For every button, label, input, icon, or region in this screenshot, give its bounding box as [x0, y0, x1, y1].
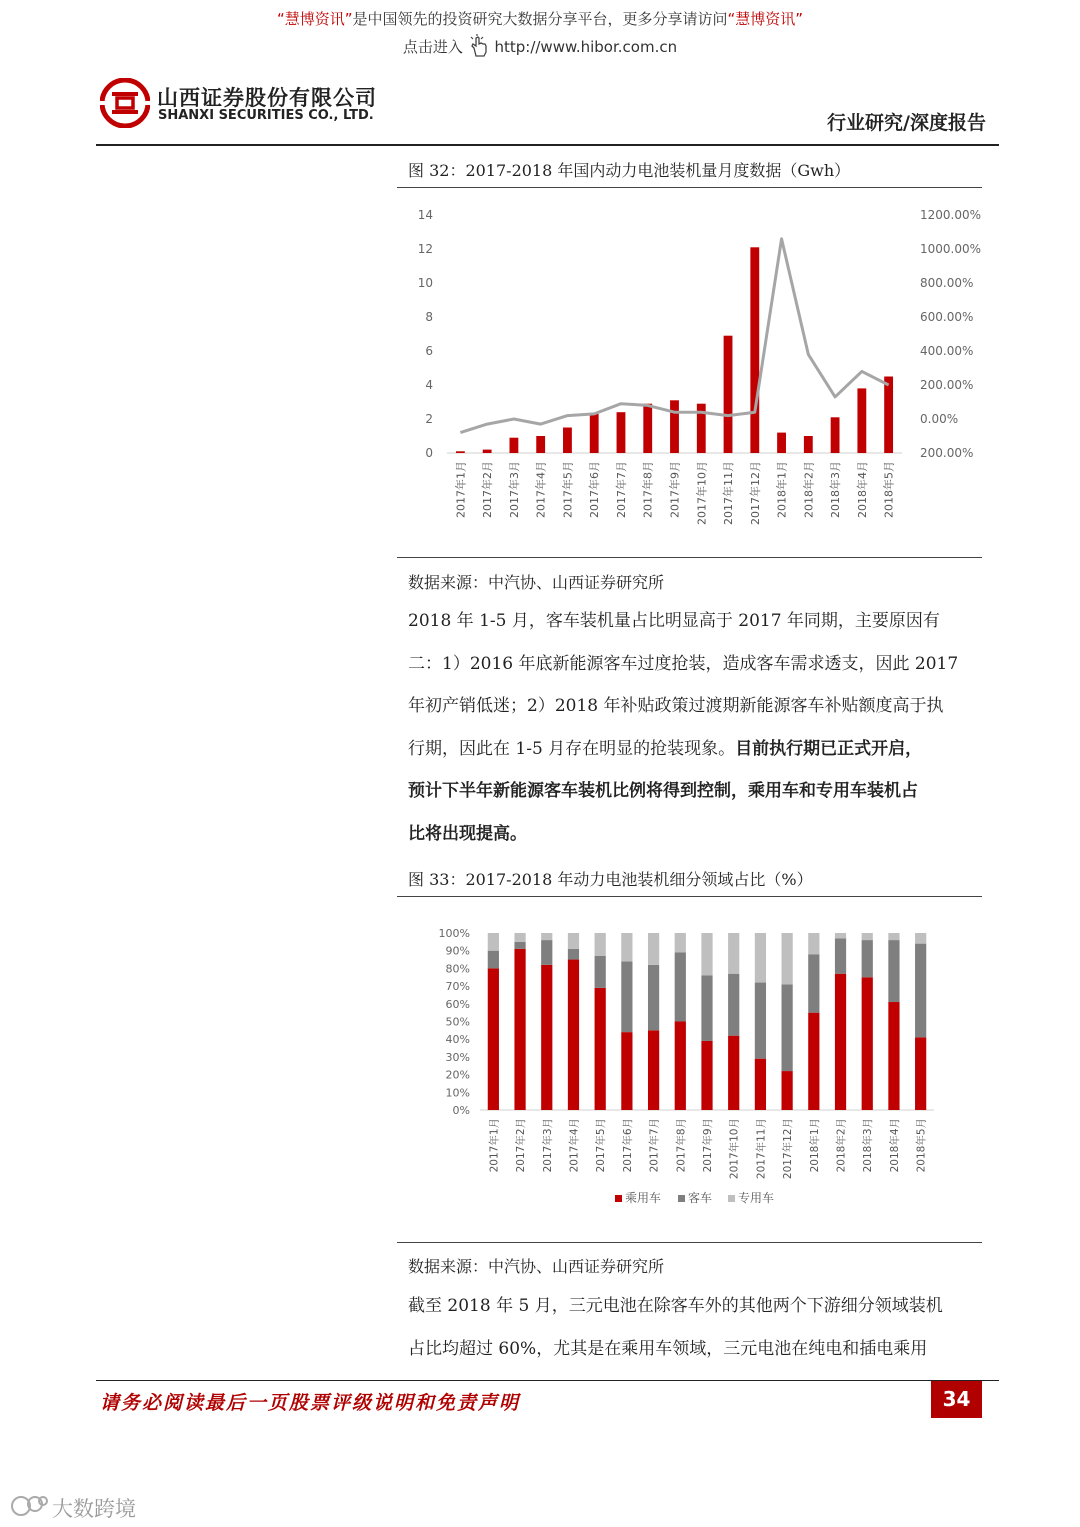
- x-axis-tick-label: 2018年5月: [882, 461, 896, 518]
- bar: [643, 404, 652, 453]
- x-axis-tick-label: 2017年7月: [648, 1118, 661, 1173]
- x-axis-tick-label: 2018年3月: [862, 1118, 875, 1173]
- y-axis-tick-label: 70%: [445, 980, 470, 994]
- page-number: 34: [931, 1381, 982, 1418]
- y-axis-tick-label: 50%: [445, 1015, 470, 1029]
- report-type: 行业研究/深度报告: [827, 112, 986, 134]
- left-axis-tick-label: 6: [425, 344, 433, 358]
- fig32-caption: 图 32：2017-2018 年国内动力电池装机量月度数据（Gwh）: [408, 161, 851, 180]
- right-axis-tick-label: 600.00%: [920, 310, 974, 324]
- right-axis-tick-label: 200.00%: [920, 378, 974, 392]
- y-axis-tick-label: 80%: [445, 962, 470, 976]
- x-axis-tick-label: 2017年1月: [454, 461, 468, 518]
- stacked-bar-segment: [488, 951, 499, 969]
- x-axis-tick-label: 2018年5月: [915, 1118, 928, 1173]
- stacked-bar-segment: [568, 933, 579, 949]
- watermark-text: 大数跨境: [52, 1497, 136, 1521]
- stacked-bar-segment: [701, 975, 712, 1040]
- stacked-bar-segment: [595, 933, 606, 956]
- stacked-bar-segment: [514, 942, 525, 949]
- stacked-bar-segment: [915, 1037, 926, 1110]
- stacked-bar-segment: [568, 960, 579, 1110]
- x-axis-tick-label: 2017年2月: [481, 461, 495, 518]
- fig32-top-rule: [397, 187, 982, 188]
- top-banner-line1: [0, 8, 1080, 29]
- x-axis-tick-label: 2017年2月: [515, 1118, 528, 1173]
- right-axis-tick-label: 200.00%: [920, 446, 974, 460]
- x-axis-tick-label: 2018年1月: [775, 461, 789, 518]
- company-name-cn: 山西证券股份有限公司: [157, 86, 377, 110]
- paragraph-1-line: 2018 年 1-5 月，客车装机量占比明显高于 2017 年同期，主要原因有: [408, 611, 940, 631]
- legend-label: 客车: [688, 1191, 713, 1205]
- legend-label: 乘用车: [625, 1191, 662, 1205]
- right-axis-tick-label: 0.00%: [920, 412, 959, 426]
- left-axis-tick-label: 10: [417, 276, 433, 290]
- stacked-bar-segment: [621, 1032, 632, 1110]
- stacked-bar-segment: [888, 1002, 899, 1110]
- stacked-bar-segment: [568, 949, 579, 960]
- x-axis-tick-label: 2017年1月: [488, 1118, 501, 1173]
- stacked-bar-segment: [648, 933, 659, 965]
- stacked-bar-segment: [782, 1071, 793, 1110]
- stacked-bar-segment: [835, 974, 846, 1110]
- y-axis-tick-label: 0%: [452, 1104, 470, 1117]
- right-axis-tick-label: 1000.00%: [920, 242, 982, 256]
- y-axis-tick-label: 90%: [445, 944, 470, 958]
- y-axis-tick-label: 30%: [445, 1050, 470, 1064]
- left-axis-tick-label: 12: [417, 242, 433, 256]
- fig33-top-rule: [397, 896, 982, 897]
- watermark-logo-icon: [10, 1492, 50, 1518]
- bar: [884, 377, 893, 454]
- x-axis-tick-label: 2018年2月: [802, 461, 816, 518]
- bar: [831, 417, 840, 453]
- left-axis-tick-label: 0: [425, 446, 433, 460]
- x-axis-tick-label: 2018年2月: [835, 1118, 848, 1173]
- stacked-bar-segment: [728, 974, 739, 1036]
- x-axis-tick-label: 2017年3月: [507, 461, 521, 518]
- bar: [777, 433, 786, 453]
- stacked-bar-segment: [835, 933, 846, 938]
- paragraph-1-line: [408, 770, 984, 813]
- stacked-bar-segment: [915, 944, 926, 1038]
- right-axis-tick-label: 800.00%: [920, 276, 974, 290]
- left-axis-tick-label: 8: [425, 310, 433, 324]
- stacked-bar-segment: [488, 968, 499, 1110]
- paragraph-1-line: [408, 728, 984, 771]
- y-axis-tick-label: 20%: [445, 1068, 470, 1082]
- stacked-bar-segment: [701, 933, 712, 975]
- bar: [509, 438, 518, 453]
- banner-enter-text: 点击进入: [402, 38, 463, 56]
- y-axis-tick-label: 10%: [445, 1086, 470, 1100]
- stacked-bar-segment: [728, 933, 739, 974]
- banner-brand-2[interactable]: “慧博资讯”: [727, 10, 804, 28]
- top-banner-line2: [0, 34, 1080, 58]
- banner-text: 是中国领先的投资研究大数据分享平台，更多分享请访问: [352, 10, 728, 28]
- banner-brand[interactable]: “慧博资讯”: [276, 10, 353, 28]
- stacked-bar-segment: [755, 983, 766, 1059]
- paragraph-2: [408, 1285, 984, 1370]
- stacked-bar-segment: [621, 961, 632, 1032]
- stacked-bar-segment: [701, 1041, 712, 1110]
- stacked-bar-segment: [648, 1030, 659, 1110]
- stacked-bar-segment: [514, 933, 525, 942]
- stacked-bar-segment: [808, 1013, 819, 1110]
- stacked-bar-segment: [888, 933, 899, 940]
- x-axis-tick-label: 2017年5月: [595, 1118, 608, 1173]
- x-axis-tick-label: 2017年10月: [695, 461, 709, 525]
- header-divider: [96, 144, 999, 146]
- paragraph-1-bold: 目前执行期已正式开启，: [735, 738, 923, 759]
- left-axis-tick-label: 14: [417, 208, 433, 222]
- x-axis-tick-label: 2017年12月: [782, 1118, 795, 1180]
- right-axis-tick-label: 1200.00%: [920, 208, 982, 222]
- x-axis-tick-label: 2017年4月: [568, 1118, 581, 1173]
- stacked-bar-segment: [488, 933, 499, 951]
- x-axis-tick-label: 2017年9月: [702, 1118, 714, 1173]
- stacked-bar-segment: [541, 965, 552, 1110]
- x-axis-tick-label: 2017年8月: [641, 461, 655, 518]
- stacked-bar-segment: [675, 952, 686, 1021]
- paragraph-1-bold: 预计下半年新能源客车装机比例将得到控制，乘用车和专用车装机占: [408, 781, 918, 801]
- company-logo-icon: [100, 78, 150, 128]
- x-axis-tick-label: 2017年3月: [541, 1118, 554, 1173]
- stacked-bar-segment: [862, 977, 873, 1110]
- stacked-bar-segment: [888, 940, 899, 1002]
- stacked-bar-segment: [755, 1059, 766, 1110]
- stacked-bar-segment: [782, 933, 793, 984]
- x-axis-tick-label: 2018年3月: [829, 461, 843, 518]
- bar: [483, 450, 492, 453]
- bar: [750, 247, 759, 453]
- stacked-bar-segment: [755, 933, 766, 983]
- banner-url-link[interactable]: http://www.hibor.com.cn: [494, 38, 678, 56]
- stacked-bar-segment: [728, 1036, 739, 1110]
- stacked-bar-segment: [541, 940, 552, 965]
- x-axis-tick-label: 2017年5月: [561, 461, 575, 518]
- bar: [536, 436, 545, 453]
- stacked-bar-segment: [675, 1022, 686, 1111]
- fig33-source: 数据来源：中汽协、山西证券研究所: [408, 1257, 665, 1276]
- legend-swatch: [615, 1195, 622, 1202]
- bar: [804, 436, 813, 453]
- disclaimer-note: 请务必阅读最后一页股票评级说明和免责声明: [100, 1392, 521, 1414]
- fig32-bottom-rule: [397, 557, 982, 558]
- paragraph-2-line: 占比均超过 60%，尤其是在乘用车领域，三元电池在纯电和插电乘用: [408, 1338, 928, 1359]
- bar: [456, 451, 465, 453]
- bar: [590, 414, 599, 453]
- x-axis-tick-label: 2017年11月: [722, 461, 736, 525]
- x-axis-tick-label: 2017年11月: [755, 1118, 768, 1180]
- stacked-bar-segment: [835, 938, 846, 973]
- paragraph-1-line: 年初产销低迷；2）2018 年补贴政策过渡期新能源客车补贴额度高于执: [408, 696, 944, 716]
- x-axis-tick-label: 2017年10月: [728, 1118, 741, 1180]
- stacked-bar-segment: [862, 940, 873, 977]
- bar: [857, 388, 866, 453]
- left-axis-tick-label: 4: [425, 378, 433, 392]
- stacked-bar-segment: [782, 984, 793, 1071]
- legend-label: 专用车: [738, 1191, 775, 1205]
- x-axis-tick-label: 2018年4月: [888, 1118, 901, 1173]
- fig33-bottom-rule: [397, 1242, 982, 1243]
- y-axis-tick-label: 60%: [445, 997, 470, 1011]
- fig33-chart: [397, 915, 982, 1225]
- paragraph-1-text: 行期，因此在 1-5 月存在明显的抢装现象。: [408, 738, 736, 759]
- stacked-bar-segment: [915, 933, 926, 944]
- x-axis-tick-label: 2017年4月: [534, 461, 548, 518]
- bar: [724, 336, 733, 453]
- x-axis-tick-label: 2017年12月: [748, 461, 762, 525]
- legend-swatch: [678, 1195, 685, 1202]
- company-name-en: SHANXI SECURITIES CO., LTD.: [158, 108, 374, 123]
- fig32-chart: [397, 195, 987, 545]
- fig32-source: 数据来源：中汽协、山西证券研究所: [408, 573, 665, 592]
- x-axis-tick-label: 2018年1月: [808, 1118, 821, 1173]
- legend-swatch: [728, 1195, 735, 1202]
- stacked-bar-segment: [808, 954, 819, 1012]
- stacked-bar-segment: [595, 956, 606, 988]
- x-axis-tick-label: 2017年9月: [668, 461, 682, 518]
- paragraph-1-line: 二：1）2016 年底新能源客车过度抢装，造成客车需求透支，因此 2017: [408, 653, 959, 674]
- stacked-bar-segment: [621, 933, 632, 961]
- stacked-bar-segment: [514, 949, 525, 1110]
- bar: [617, 412, 626, 453]
- x-axis-tick-label: 2017年6月: [588, 461, 602, 518]
- paragraph-1-bold: 比将出现提高。: [408, 823, 527, 844]
- y-axis-tick-label: 100%: [438, 927, 470, 940]
- stacked-bar-segment: [862, 933, 873, 940]
- stacked-bar-segment: [595, 988, 606, 1110]
- pointer-hand-icon: [468, 34, 490, 58]
- right-axis-tick-label: 400.00%: [920, 344, 974, 358]
- stacked-bar-segment: [675, 933, 686, 952]
- left-axis-tick-label: 2: [425, 412, 433, 426]
- paragraph-1: [408, 600, 984, 855]
- x-axis-tick-label: 2017年8月: [675, 1118, 688, 1173]
- y-axis-tick-label: 40%: [445, 1033, 470, 1047]
- paragraph-2-line: 截至 2018 年 5 月，三元电池在除客车外的其他两个下游细分领域装机: [408, 1296, 943, 1316]
- stacked-bar-segment: [648, 965, 659, 1030]
- fig33-caption: 图 33：2017-2018 年动力电池装机细分领域占比（%）: [408, 870, 813, 889]
- stacked-bar-segment: [541, 933, 552, 940]
- footer-divider: [96, 1380, 999, 1381]
- bar: [563, 428, 572, 454]
- paragraph-1-line: [408, 813, 984, 856]
- bar: [670, 400, 679, 453]
- x-axis-tick-label: 2017年7月: [614, 461, 628, 518]
- x-axis-tick-label: 2018年4月: [855, 461, 869, 518]
- x-axis-tick-label: 2017年6月: [621, 1118, 634, 1173]
- stacked-bar-segment: [808, 933, 819, 954]
